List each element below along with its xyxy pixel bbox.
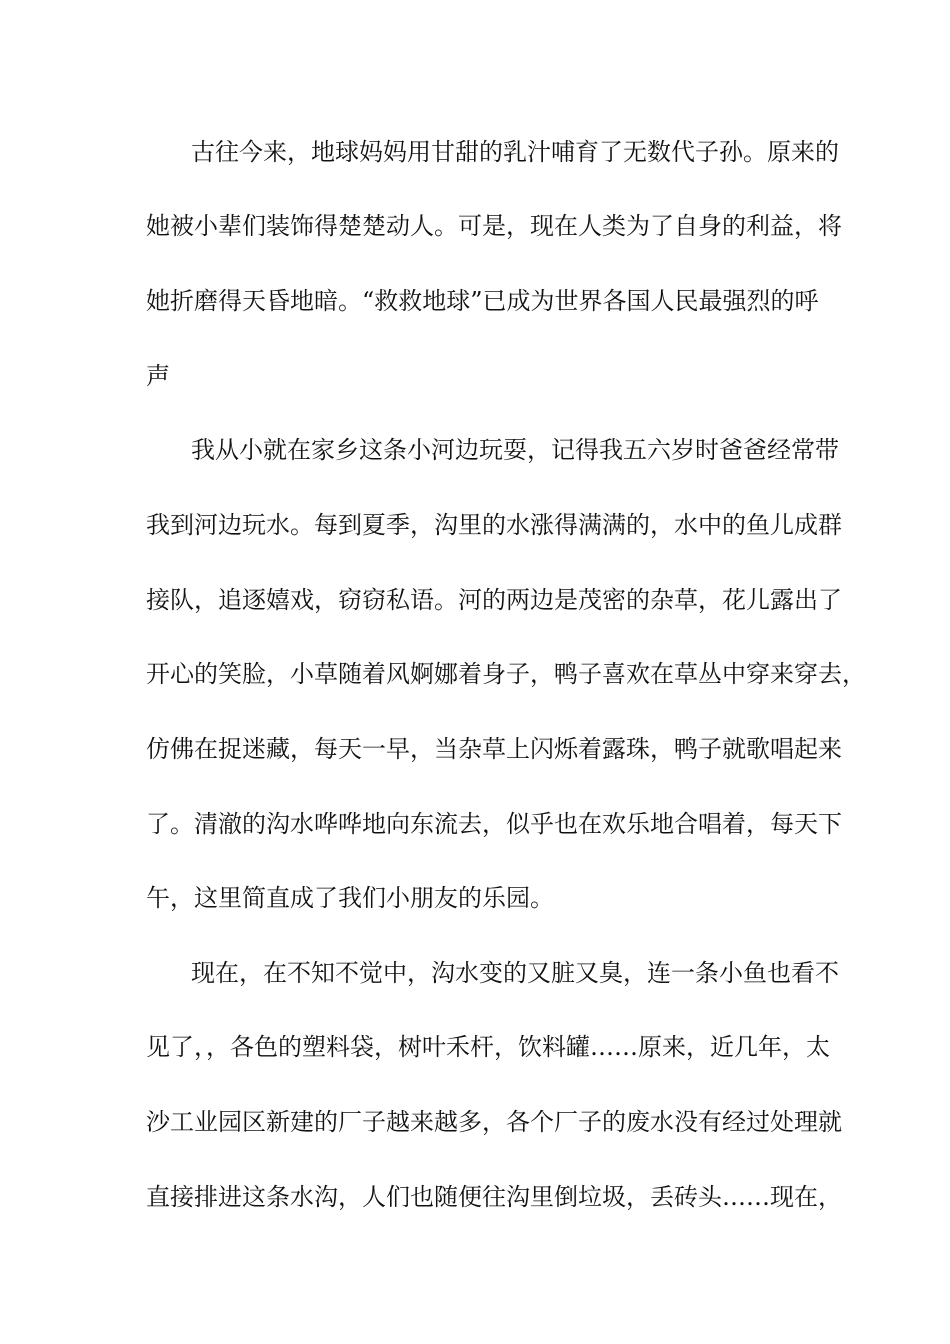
text-line: 接队，追逐嬉戏，窃窃私语。河的两边是茂密的杂草，花儿露出了 <box>146 586 842 614</box>
text-line: 沙工业园区新建的厂子越来越多，各个厂子的废水没有经过处理就 <box>146 1108 842 1136</box>
text-line: 直接排进这条水沟，人们也随便往沟里倒垃圾，丢砖头……现在， <box>146 1183 842 1211</box>
text-line: 古往今来，地球妈妈用甘甜的乳汁哺育了无数代子孙。原来的 <box>191 138 839 166</box>
text-line: 见了，，各色的塑料袋，树叶禾杆，饮料罐……原来，近几年，太 <box>146 1033 830 1061</box>
text-line: 现在，在不知不觉中，沟水变的又脏又臭，连一条小鱼也看不 <box>191 959 839 987</box>
text-line: 仿佛在捉迷藏，每天一早，当杂草上闪烁着露珠，鸭子就歌唱起来 <box>146 735 842 763</box>
text-line: 她被小辈们装饰得楚楚动人。可是，现在人类为了自身的利益，将 <box>146 212 842 240</box>
text-line: 她折磨得天昏地暗。“救救地球”已成为世界各国人民最强烈的呼 <box>146 287 819 315</box>
text-line: 开心的笑脸，小草随着风婀娜着身子，鸭子喜欢在草丛中穿来穿去， <box>146 660 866 688</box>
text-line: 午，这里简直成了我们小朋友的乐园。 <box>146 884 554 912</box>
text-line: 声 <box>146 362 170 390</box>
text-line: 我从小就在家乡这条小河边玩耍，记得我五六岁时爸爸经常带 <box>191 436 839 464</box>
text-line: 了。清澈的沟水哗哗地向东流去，似乎也在欢乐地合唱着，每天下 <box>146 810 842 838</box>
text-line: 我到河边玩水。每到夏季，沟里的水涨得满满的，水中的鱼儿成群 <box>146 511 842 539</box>
